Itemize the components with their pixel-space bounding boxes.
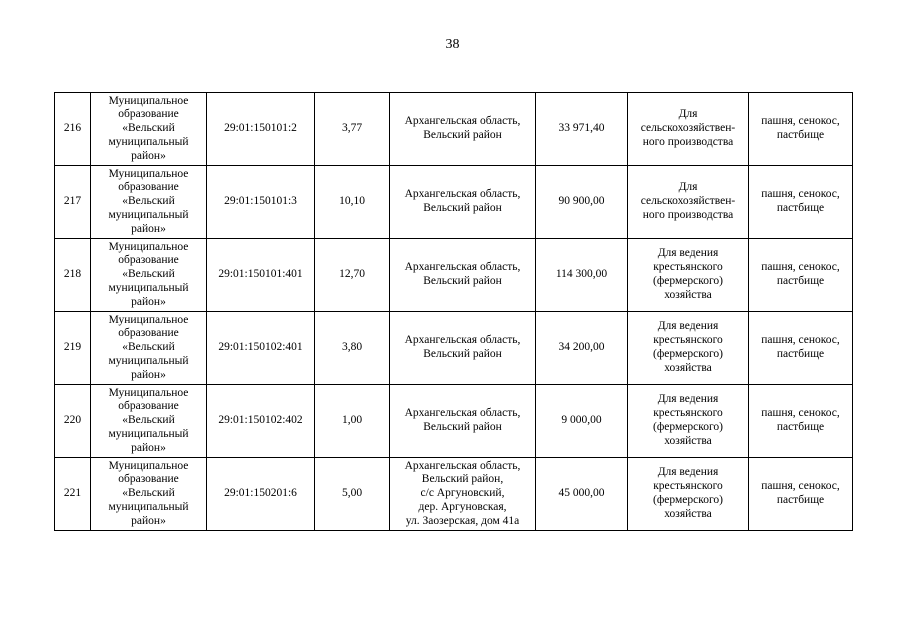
cadastral-number-cell: 29:01:150101:3 bbox=[207, 166, 315, 239]
cost-cell: 114 300,00 bbox=[536, 239, 628, 312]
address-cell: Архангельская область, Вельский район bbox=[390, 385, 536, 458]
address-cell: Архангельская область, Вельский район bbox=[390, 166, 536, 239]
area-cell: 5,00 bbox=[315, 458, 390, 531]
land-use-cell: пашня, сенокос, пастбище bbox=[749, 458, 853, 531]
table-row bbox=[55, 458, 853, 531]
area-cell: 1,00 bbox=[315, 385, 390, 458]
purpose-cell: Для ведения крестьянского (фермерского) хозяйства bbox=[628, 385, 749, 458]
purpose-cell: Для сельскохозяйствен- ного производства bbox=[628, 166, 749, 239]
cadastral-number-cell: 29:01:150101:2 bbox=[207, 93, 315, 166]
table-row bbox=[55, 93, 853, 166]
land-use-cell: пашня, сенокос, пастбище bbox=[749, 239, 853, 312]
purpose-cell: Для сельскохозяйствен- ного производства bbox=[628, 93, 749, 166]
page-number: 38 bbox=[445, 37, 460, 52]
land-use-cell: пашня, сенокос, пастбище bbox=[749, 166, 853, 239]
owner-cell: Муниципальное образование «Вельский муниципальный район» bbox=[91, 93, 207, 166]
owner-cell: Муниципальное образование «Вельский муниципальный район» bbox=[91, 385, 207, 458]
area-cell: 3,77 bbox=[315, 93, 390, 166]
row-number-cell: 217 bbox=[55, 166, 91, 239]
area-cell: 12,70 bbox=[315, 239, 390, 312]
owner-cell: Муниципальное образование «Вельский муниципальный район» bbox=[91, 239, 207, 312]
cadastral-number-cell: 29:01:150102:401 bbox=[207, 312, 315, 385]
row-number-cell: 218 bbox=[55, 239, 91, 312]
row-number-cell: 219 bbox=[55, 312, 91, 385]
cost-cell: 33 971,40 bbox=[536, 93, 628, 166]
address-cell: Архангельская область, Вельский район bbox=[390, 312, 536, 385]
table-row bbox=[55, 385, 853, 458]
address-cell: Архангельская область, Вельский район bbox=[390, 93, 536, 166]
area-cell: 10,10 bbox=[315, 166, 390, 239]
land-use-cell: пашня, сенокос, пастбище bbox=[749, 93, 853, 166]
table-row bbox=[55, 312, 853, 385]
land-use-cell: пашня, сенокос, пастбище bbox=[749, 312, 853, 385]
owner-cell: Муниципальное образование «Вельский муниципальный район» bbox=[91, 166, 207, 239]
cost-cell: 90 900,00 bbox=[536, 166, 628, 239]
address-cell: Архангельская область, Вельский район bbox=[390, 239, 536, 312]
address-cell: Архангельская область, Вельский район, с/с Аргуновский, дер. Аргуновская, ул. Заозерская, дом 41а bbox=[390, 458, 536, 531]
purpose-cell: Для ведения крестьянского (фермерского) хозяйства bbox=[628, 239, 749, 312]
purpose-cell: Для ведения крестьянского (фермерского) хозяйства bbox=[628, 312, 749, 385]
table-row bbox=[55, 166, 853, 239]
cadastral-number-cell: 29:01:150102:402 bbox=[207, 385, 315, 458]
purpose-cell: Для ведения крестьянского (фермерского) хозяйства bbox=[628, 458, 749, 531]
row-number-cell: 221 bbox=[55, 458, 91, 531]
owner-cell: Муниципальное образование «Вельский муниципальный район» bbox=[91, 312, 207, 385]
row-number-cell: 220 bbox=[55, 385, 91, 458]
cost-cell: 9 000,00 bbox=[536, 385, 628, 458]
cadastral-number-cell: 29:01:150101:401 bbox=[207, 239, 315, 312]
cost-cell: 34 200,00 bbox=[536, 312, 628, 385]
cadastral-number-cell: 29:01:150201:6 bbox=[207, 458, 315, 531]
area-cell: 3,80 bbox=[315, 312, 390, 385]
cost-cell: 45 000,00 bbox=[536, 458, 628, 531]
land-plots-table bbox=[54, 92, 853, 531]
row-number-cell: 216 bbox=[55, 93, 91, 166]
table-row bbox=[55, 239, 853, 312]
land-use-cell: пашня, сенокос, пастбище bbox=[749, 385, 853, 458]
owner-cell: Муниципальное образование «Вельский муниципальный район» bbox=[91, 458, 207, 531]
